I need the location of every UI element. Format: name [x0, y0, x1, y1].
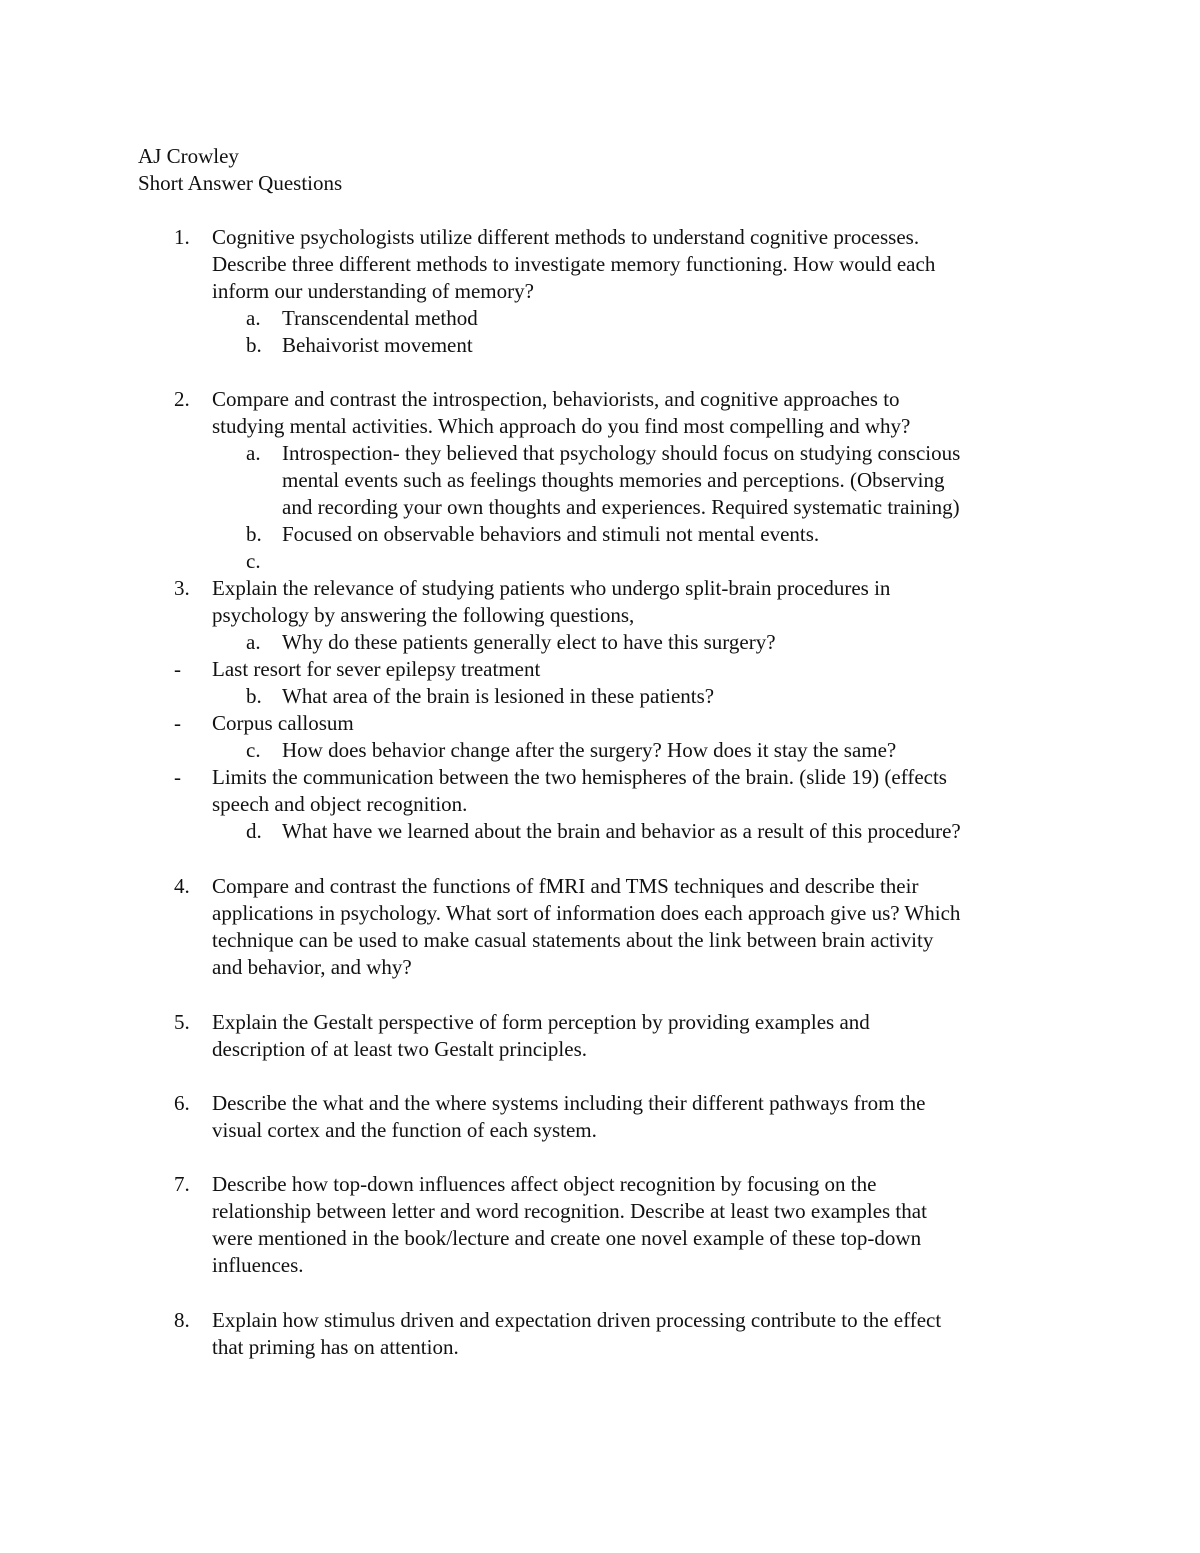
answer-dash: - [174, 711, 181, 735]
question-text-line: applications in psychology. What sort of information does each approach give us? Which [212, 901, 961, 925]
question-text-line: Compare and contrast the introspection, behaviorists, and cognitive approaches to [212, 387, 900, 411]
question-text-line: Explain the relevance of studying patients who undergo split-brain procedures in [212, 576, 891, 600]
subitem-text: Transcendental method [282, 306, 478, 330]
subitem-label: c. [246, 738, 261, 762]
question-text-line: were mentioned in the book/lecture and create one novel example of these top-down [212, 1226, 922, 1250]
question-text-line: Explain how stimulus driven and expectation driven processing contribute to the effect [212, 1308, 942, 1332]
question-number: 2. [174, 387, 190, 411]
question-text-line: relationship between letter and word recognition. Describe at least two examples that [212, 1199, 927, 1223]
answer-text: Last resort for sever epilepsy treatment [212, 657, 541, 681]
answer-dash: - [174, 765, 181, 789]
subitem-text: How does behavior change after the surgery? How does it stay the same? [282, 738, 897, 762]
question-text-line: description of at least two Gestalt principles. [212, 1037, 587, 1061]
subitem-label: a. [246, 306, 261, 330]
question-text-line: influences. [212, 1253, 304, 1277]
question-number: 7. [174, 1172, 190, 1196]
subitem-label: c. [246, 549, 261, 573]
question-text-line: Describe the what and the where systems including their different pathways from the [212, 1091, 926, 1115]
subitem-label: b. [246, 684, 262, 708]
question-text-line: Compare and contrast the functions of fMRI and TMS techniques and describe their [212, 874, 919, 898]
question-text-line: inform our understanding of memory? [212, 279, 534, 303]
subitem-text: Behaivorist movement [282, 333, 473, 357]
author-name: AJ Crowley [138, 144, 239, 168]
answer-text: speech and object recognition. [212, 792, 468, 816]
question-text-line: and behavior, and why? [212, 955, 412, 979]
question-text-line: that priming has on attention. [212, 1335, 459, 1359]
question-text-line: Explain the Gestalt perspective of form perception by providing examples and [212, 1010, 870, 1034]
subitem-label: d. [246, 819, 262, 843]
question-text-line: Describe how top-down influences affect object recognition by focusing on the [212, 1172, 877, 1196]
subitem-text: mental events such as feelings thoughts memories and perceptions. (Observing [282, 468, 945, 492]
subitem-label: b. [246, 333, 262, 357]
document-title: Short Answer Questions [138, 171, 343, 195]
subitem-label: a. [246, 441, 261, 465]
subitem-text: Focused on observable behaviors and stimuli not mental events. [282, 522, 820, 546]
subitem-text: and recording your own thoughts and experiences. Required systematic training) [282, 495, 960, 519]
subitem-text: What have we learned about the brain and behavior as a result of this procedure? [282, 819, 961, 843]
question-text-line: technique can be used to make casual statements about the link between brain activity [212, 928, 934, 952]
question-text-line: visual cortex and the function of each system. [212, 1118, 597, 1142]
subitem-label: a. [246, 630, 261, 654]
question-text-line: studying mental activities. Which approach do you find most compelling and why? [212, 414, 911, 438]
question-number: 4. [174, 874, 190, 898]
subitem-label: b. [246, 522, 262, 546]
question-number: 6. [174, 1091, 190, 1115]
answer-dash: - [174, 657, 181, 681]
answer-text: Limits the communication between the two hemispheres of the brain. (slide 19) (effects [212, 765, 947, 789]
question-number: 3. [174, 576, 190, 600]
question-text-line: psychology by answering the following questions, [212, 603, 635, 627]
question-number: 5. [174, 1010, 190, 1034]
answer-text: Corpus callosum [212, 711, 354, 735]
subitem-text: Why do these patients generally elect to have this surgery? [282, 630, 776, 654]
subitem-text: What area of the brain is lesioned in these patients? [282, 684, 715, 708]
question-text-line: Describe three different methods to investigate memory functioning. How would each [212, 252, 936, 276]
question-text-line: Cognitive psychologists utilize different methods to understand cognitive processes. [212, 225, 920, 249]
question-number: 1. [174, 225, 190, 249]
question-number: 8. [174, 1308, 190, 1332]
subitem-text: Introspection- they believed that psychology should focus on studying conscious [282, 441, 961, 465]
